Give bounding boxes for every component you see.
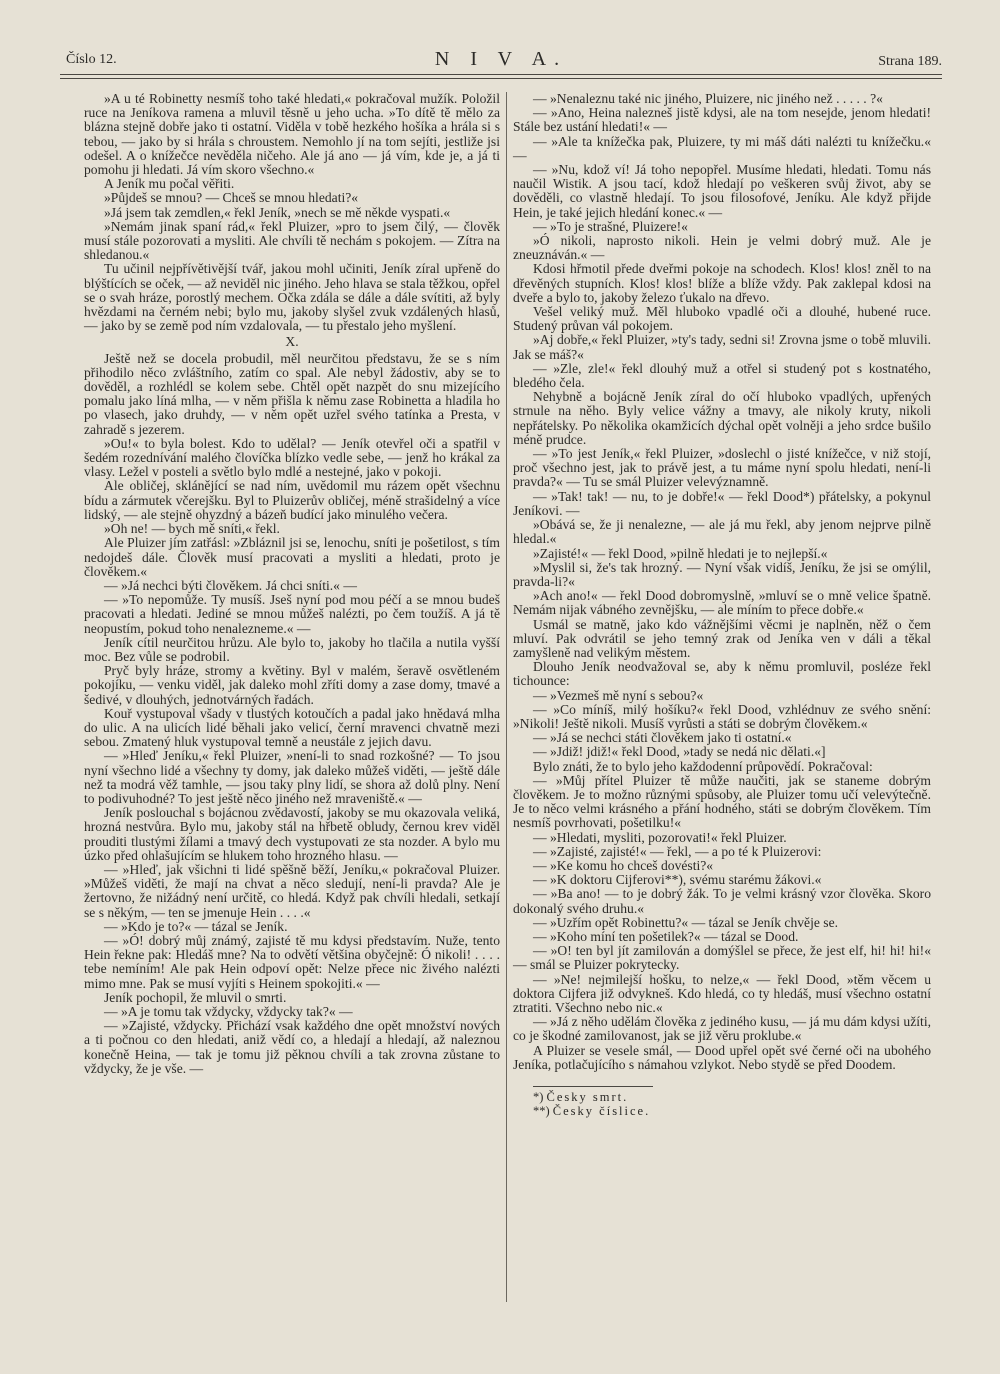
paragraph: — »Zajisté, zajisté!« — řekl, — a po té k Pluizerovi: [533,843,822,859]
right-column [513,92,931,1118]
paragraph: »Oh ne! — bych mě sníti,« řekl. [104,521,280,537]
paragraph: »Já jsem tak zemdlen,« řekl Jeník, »nech se mě někde vyspati.« [104,204,451,220]
paragraph: — »Ó! dobrý můj známý, zajisté tě mu kdysi představím. Nuže, tento Hein řekne pak: Hledáš mne? Na to odvětí většina obyčejně: Ó nikoli! . . . . tebe nemíním! Ale pak Hein odpoví opět: Nelze přece nic živého nalézti mimo mne. Pak se musí vyjíti s Heinem spokojiti.« — [84,932,500,991]
paragraph: — »Zajisté, vždycky. Přichází vsak každého dne opět množství nových a ti počnou co den hledati, aniž vědí co, a hledají a hledají, až naleznou konečně Heina, — tak je tomu již pěknou chvíli a tak zrovna zůstane to vždycky, že je vše. — [84,1018,500,1076]
paragraph: — »Já se nechci státi člověkem jako ti ostatní.« [533,730,792,746]
paragraph: »Půjdeš se mnou? — Chceš se mnou hledati?« [104,190,359,206]
paragraph: — »Hledati, mysliti, pozorovati!« řekl Pluizer. [533,829,787,845]
paragraph: — »O! ten byl jít zamilován a domýšlel se přece, že jest elf, hi! hi! hi!« — smál se Pluizer pokrytecky. [513,943,931,973]
paragraph: »Myslil si, že's tak hrozný. — Nyní však vidíš, Jeníku, že jsi se omýlil, pravda-li?« [513,559,931,589]
paragraph: Kouř vystupoval všady v tlustých kotoučích a padal jako hnědavá mlha do ulic. A na ulicích lidé běhali jako velicí, černí mravenci chvatně mezi sebou. Zmatený hluk vystupoval temně a neustále z jejich davu. [84,705,500,750]
paragraph: — »Já nechci býti člověkem. Já chci sníti.« — [104,577,357,593]
paragraph: Tu učinil nejpřívětivější tvář, jakou mohl učiniti, Jeník zíral upřeně do blýštících se oček, — až neviděl nic jiného. Jeho hlava se stala těžkou, opřel se o svah hráze, porostlý mechem. Očka zdála se dále a dále svítiti, až byly hvězdami na černém nebi; bylo mu, jakoby slyšel zvuk vzdálených hlasů, — jako by se země pod ním vzdalovala, — tu přestalo jeho myšlení. [84,261,500,334]
footnote-mark: **) [533,1103,550,1118]
paragraph: Kdosi hřmotil přede dveřmi pokoje na schodech. Klos! klos! zněl to na dřevěných stupních. Klos! klos! blíže a blíže vždy. Pak zaklepal kdosi na dveře a bylo to, jakoby železo ťukalo na dřevo. [513,261,931,305]
footnote-text: Česky číslice. [552,1103,651,1118]
paragraph: »Nemám jinak spaní rád,« řekl Pluizer, »pro to jsem čilý, — člověk musí stále pozorovati a mysliti. Ale chvíli tě nechám s pokojem. — Zítra na shledanou.« [84,218,500,263]
footnotes [513,1086,931,1118]
paragraph: — »Ke komu ho chceš dovésti?« [533,857,714,873]
paragraph: »Ou!« to byla bolest. Kdo to udělal? — Jeník otevřel oči a spatřil v šedém rozednívání malého človíčka blízko vedle sebe, — jenž ho krákal za vlasy. Ležel v posteli a světlo bylo mdlé a nestejné, jako v pokoji. [84,435,500,480]
paragraph: Jeník pochopil, že mluvil o smrti. [104,989,287,1005]
paragraph: Ale Pluizer jím zatřásl: »Zbláznil jsi se, lenochu, sníti je pošetilost, s tím nedojdeš dále. Člověk musí pracovati a mysliti a hledati, proto je člověkem.« [84,535,500,579]
paragraph: — »Ba ano! — to je dobrý žák. To je velmi krásný vzor člověka. Skoro dokonalý svého druhu.« [513,886,931,916]
paragraph: — »Nenaleznu také nic jiného, Pluizere, nic jiného než . . . . . ?« [533,91,883,106]
footnote-text: Česky smrt. [546,1090,629,1105]
paragraph: — »Kdo je to?« — tázal se Jeník. [104,918,288,934]
paragraph: Jeník cítil neurčitou hrůzu. Ale bylo to, jakoby ho tlačila a nutila vyšší moc. Bez vůle se podrobil. [84,634,500,664]
paragraph: — »Zle, zle!« řekl dlouhý muž a otřel si studený pot s kostnatého, bledého čela. [513,360,931,391]
section-heading: X. [285,334,299,350]
paragraph: Ještě než se docela probudil, měl neurčitou představu, že se s ním přihodilo něco zvláštního, zatím co spal. Ale nebyl žádostiv, aby se to dověděl, a rozhlédl se kolem sebe. Chtěl opět nazpět do snu mizejícího pomalu jako líná mlha, — v něm přišla k němu zase Robinetta a hladila ho po vlasech, jako druhdy, — v něm opět uzřel svého tatínka a Presta, v zahradě s jezerem. [84,350,500,437]
paragraph: Dlouho Jeník neodvažoval se, aby k němu promluvil, posléze řekl tichounce: [513,659,931,689]
paragraph: »Ach ano!« — řekl Dood dobromyslně, »mluví se o mně velice špatně. Nemám nijak vábného zevnějšku, — ale míním to přece dobře.« [513,588,931,618]
paragraph: — »To nepomůže. Ty musíš. Jseš nyní pod mou péčí a se mnou budeš pracovati a hledati. Jediné se mnou můžeš nalézti, po čem toužíš. A já tě neopustím, pokud toho nenalezneme.« — [84,592,500,636]
paragraph: — »Můj přítel Pluizer tě může naučiti, jak se staneme dobrým člověkem. Je to možno různými spůsoby, ale Pluizer tomu učí velevýtečně. Je to něco velmi krásného a přání hodného, státi se dobrým člověkem. Tím nesmíš povrhovati, pošetilku!« [513,772,931,831]
paragraph: — »A je tomu tak vždycky, vždycky tak?« — [104,1004,353,1019]
paragraph: Vešel veliký muž. Měl hluboko vpadlé oči a dlouhé, hubené ruce. Studený průvan vál pokojem. [513,304,931,334]
paragraph: — »To jest Jeník,« řekl Pluizer, »doslechl o jisté knížečce, v niž stojí, proč všechno jest, jak to právě jest, a tu máme nyní spolu hledati, není-li pravda?« — Tu se smál Pluizer velevýznamně. [513,446,931,490]
paragraph: — »Uzřím opět Robinettu?« — tázal se Jeník chvěje se. [533,914,839,930]
paragraph: — »Hleď Jeníku,« řekl Pluizer, »není-li to snad rozkošné? — To jsou nyní všechno lidé a všechny ty domy, jak daleko můžeš viděti, — ještě dále než ta modrá věž tamhle, — jsou taky plny lidí, se shora až dolů plny. Není to podivuhodné? To jest ještě něco jiného než mraveniště.« — [84,748,500,806]
paragraph: — »Ano, Heina nalezneš jistě kdysi, ale na tom nesejde, jenom hledati! Stále bez ustání hledati!« — [513,105,931,135]
paragraph: — »Koho míní ten pošetilek?« — tázal se Dood. [533,928,799,944]
header-rule [60,74,942,75]
issue-number: Číslo 12. [66,52,117,67]
paragraph: — »Ale ta knížečka pak, Pluizere, ty mi máš dáti nalézti tu knížečku.« — [513,133,931,163]
paragraph: — »Co míníš, milý hošíku?« řekl Dood, vzhlédnuv ze svého snění: »Nikoli! Ještě nikoli. Musíš vyrůsti a státi se dobrým člověkem.« [513,701,931,731]
paragraph: Pryč byly hráze, stromy a květiny. Byl v malém, šeravě osvětleném pokojíku, — venku viděl, jak daleko mohl zříti domy a zase domy, tmavé a šedivé, v dlouhých, jednotvárných řadách. [84,663,500,707]
paragraph: Jeník poslouchal s bojácnou zvědavostí, jakoby se mu okazovala veliká, hrozná nestvůra. Bylo mu, jakoby stál na hřbetě obludy, černou krev viděl prouditi tlustými žílami a tmavý dech vystupovati ze sta nozder. A bylo mu úzko před ohlašujícím se hlukem toho hrozného hlasu. — [84,805,500,863]
page-header [60,46,942,74]
paragraph: Bylo znáti, že to bylo jeho každodenní průpovědí. Pokračoval: [533,758,873,774]
paragraph: — »Tak! tak! — nu, to je dobře!« — řekl Dood*) přátelsky, a pokynul Jeníkovi. — [513,488,931,518]
paragraph: A Pluizer se vesele smál, — Dood upřel opět své černé oči na ubohého Jeníka, potlačujícího s námahou vzlykot. Nebo stydě se před Doodem. [513,1042,931,1072]
left-column [84,92,500,1076]
paragraph: — »Jdiž! jdiž!« řekl Dood, »tady se nedá nic dělati.«] [533,744,826,760]
paragraph: »Zajisté!« — řekl Dood, »pilně hledati je to nejlepší.« [533,545,828,561]
paragraph: Nehybně a bojácně Jeník zíral do očí hluboko vpadlých, upřených strnule na něho. Byly velice vážny a tmavy, ale nikoly kruty, nikoli nepřátelsky. Po několika okamžicích dýchal opět volněji a jeho srdce bušilo méně prudce. [513,389,931,447]
paragraph: — »Ne! nejmilejší hošku, to nelze,« — řekl Dood, »těm věcem u doktora Cijfera již odvykneš. Kdo hledá, co ty hledáš, musí všechno ostatní ztratiti. Všechno nebo nic.« [513,971,931,1015]
footnote-rule [533,1086,653,1087]
paragraph: — »To je strašné, Pluizere!« [533,218,688,234]
journal-title: N I V A. [434,48,568,70]
paragraph: A Jeník mu počal věřiti. [104,176,235,192]
column-divider [506,92,507,1302]
paragraph: »A u té Robinetty nesmíš toho také hledati,« pokračoval mužík. Položil ruce na Jeníkova ramena a mluvil těsně u jeho ucha. »To dítě tě mělo za blázna stejně dobře jako ti ostatní. Viděla v tobě hezkého hošíka a hrála si s tebou, — jako by si hrála s chroustem. Nemohlo jí na tom sejíti, jestliže jsi odešel. A o knížečce nevěděla ničeho. Ale já ano — já vím, kde je, a já ti pomohu ji hledati. Já vím skoro všechno.« [84,91,500,178]
page-number: Strana 189. [878,54,942,69]
paragraph: »Ó nikoli, naprosto nikoli. Hein je velmi dobrý muž. Ale je zneuznáván.« — [513,233,931,263]
header-rule-thin [60,78,942,79]
footnote [513,1091,931,1105]
paragraph: Ale obličej, sklánějící se nad ním, uvědomil mu rázem opět všechnu bídu a zármutek včerejšku. Byl to Pluizerův obličej, méně strašidelný a více lidský, — ale stejně ohyzdný a bázeň budící jako minulého večera. [84,478,500,522]
paragraph: »Obává se, že ji nenalezne, — ale já mu řekl, aby jenom nejprve pilně hledal.« [513,517,931,547]
footnote-mark: *) [533,1090,544,1105]
footnote [513,1105,931,1119]
paragraph: — »K doktoru Cijferovi**), svému starému žákovi.« [533,872,822,888]
paragraph: — »Vezmeš mě nyní s sebou?« [533,687,704,703]
paragraph: »Aj dobře,« řekl Pluizer, »ty's tady, sedni si! Zrovna jsme o tobě mluvili. Jak se máš?« [513,332,931,362]
paragraph: Usmál se matně, jako kdo vážnějšími věcmi je naplněn, něž o čem mluví. Pak odvrátil se jeho temný zrak od Jeníka ven v dáli a těkal zamyšleně nad velikým městem. [513,616,931,660]
paragraph: — »Hleď, jak všichni ti lidé spěšně běží, Jeníku,« pokračoval Pluizer. »Můžeš viděti, že mají na chvat a něco sledují, není-li pravda? Ale je žertovno, že nižádný není určitě, co hledá. Když pak chvíli hledali, setkají se s někým, — ten se jmenuje Hein . . . .« [84,861,500,920]
paragraph: — »Já z něho udělám člověka z jediného kusu, — já mu dám kdysi užíti, co je škodné zamilovanost, jak se již věru proklube.« [513,1014,931,1044]
paragraph: — »Nu, kdož ví! Já toho nepopřel. Musíme hledati, hledati. Tomu nás naučil Wistik. A jsou tací, kdož hledají po veškeren svůj život, aby se dověděli, co vlastně hledají. To jsou filosofové, Jeníku. Ale když přijde Hein, je také jejich hledání konec.« — [513,162,931,220]
